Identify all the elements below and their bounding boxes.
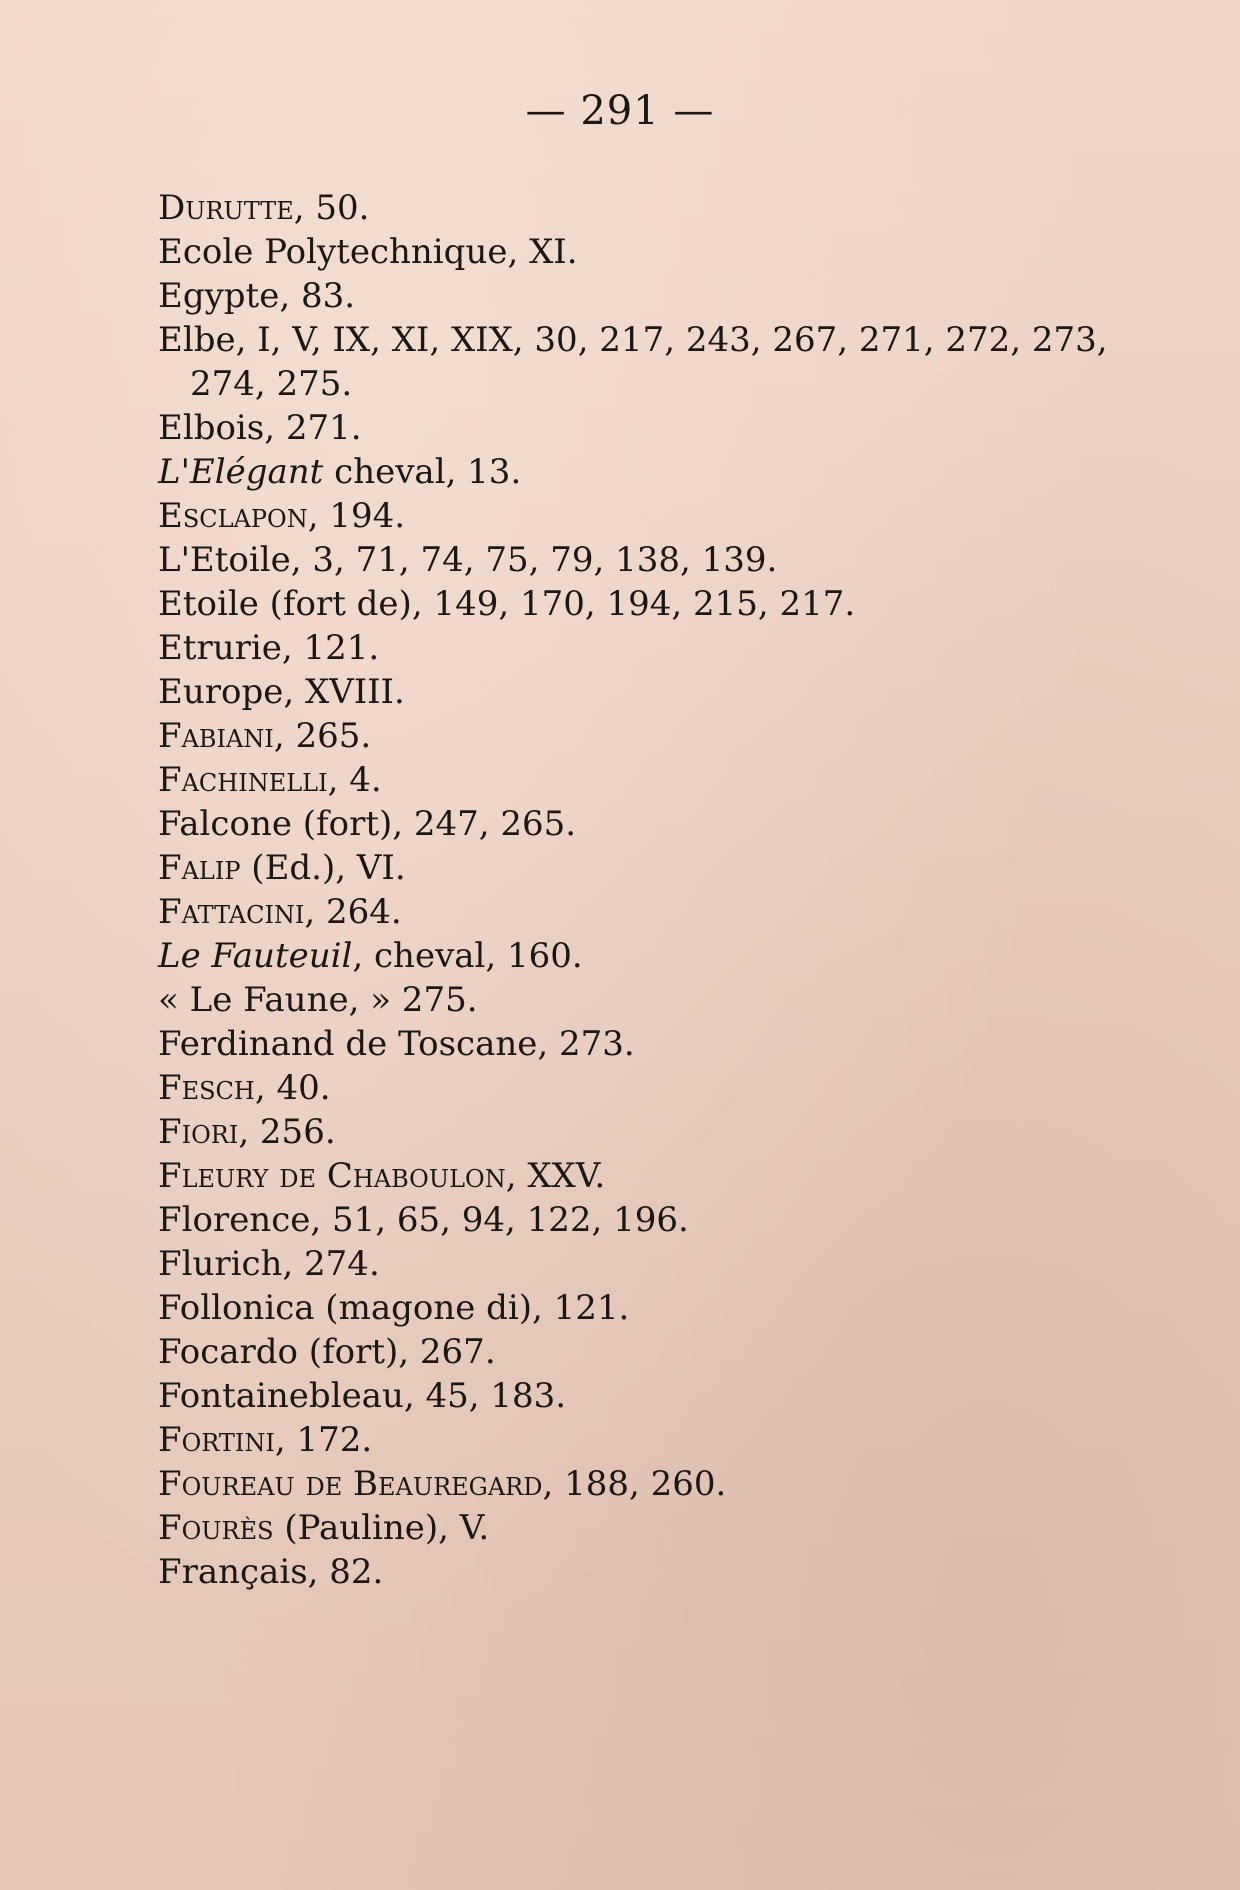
- index-entry: [158, 230, 1158, 274]
- index-entry: [158, 1110, 1158, 1154]
- index-entry: [158, 1506, 1158, 1550]
- index-entry-text: « Le Faune, » 275.: [158, 980, 478, 1020]
- index-entry: [158, 802, 1158, 846]
- index-entry: [158, 1374, 1158, 1418]
- index-entry-text: (Pauline), V.: [273, 1508, 490, 1548]
- index-entry-text: Falcone (fort), 247, 265.: [158, 804, 577, 844]
- index-entry: [158, 1462, 1158, 1506]
- index-entry-text: Elbe, I, V, IX, XI, XIX, 30, 217, 243, 267, 271, 272, 273, 274, 275.: [158, 320, 1108, 404]
- index-entry-text: Elbois, 271.: [158, 408, 362, 448]
- index-entry: [158, 1418, 1158, 1462]
- index-entry-text: Follonica (magone di), 121.: [158, 1288, 630, 1328]
- index-entry-head: Fabiani: [158, 716, 274, 756]
- index-entry: [158, 890, 1158, 934]
- index-entry-text: , 256.: [238, 1112, 336, 1152]
- page-number: — 291 —: [525, 88, 715, 134]
- index-entry: [158, 582, 1158, 626]
- index-entry-text: , 265.: [273, 716, 372, 756]
- index-entry-text: , 188, 260.: [542, 1464, 727, 1504]
- index-entry: [158, 450, 1158, 494]
- index-entry: [158, 186, 1158, 230]
- index-entry-text: Etrurie, 121.: [158, 628, 380, 668]
- index-entry-text: Ecole Polytechnique, XI.: [158, 232, 578, 272]
- index-entry: [158, 714, 1158, 758]
- index-entry: [158, 758, 1158, 802]
- index-entry: [158, 318, 1158, 406]
- index-entry-text: Flurich, 274.: [158, 1244, 380, 1284]
- index-entry-head: Falip: [158, 848, 241, 888]
- index-entry: [158, 406, 1158, 450]
- index-entry: [158, 1330, 1158, 1374]
- index-entry-text: L'Etoile, 3, 71, 74, 75, 79, 138, 139.: [158, 540, 778, 580]
- index-entry-text: , 4.: [327, 760, 382, 800]
- index-entry: [158, 934, 1158, 978]
- index-list: [158, 186, 1158, 1594]
- index-entry: [158, 1066, 1158, 1110]
- index-entry-text: Etoile (fort de), 149, 170, 194, 215, 217.: [158, 584, 856, 624]
- index-entry-head: L'Elégant: [158, 452, 324, 492]
- index-entry-head: Fourès: [158, 1508, 274, 1548]
- index-entry: [158, 1286, 1158, 1330]
- index-entry-text: , XXV.: [505, 1156, 606, 1196]
- index-entry-head: Fesch: [158, 1068, 255, 1108]
- index-entry-head: Le Fauteuil: [158, 936, 353, 976]
- index-entry-text: (Ed.), VI.: [240, 848, 406, 888]
- index-entry-head: Fiori: [158, 1112, 239, 1152]
- index-entry: [158, 978, 1158, 1022]
- index-entry-text: cheval, 13.: [323, 452, 522, 492]
- index-entry-head: Durutte: [158, 188, 294, 228]
- index-entry-text: , 172.: [274, 1420, 373, 1460]
- index-entry-text: Français, 82.: [158, 1552, 384, 1592]
- index-entry-head: Fattacini: [158, 892, 305, 932]
- index-entry-text: Focardo (fort), 267.: [158, 1332, 496, 1372]
- index-entry: [158, 1154, 1158, 1198]
- index-entry-text: , 264.: [304, 892, 402, 932]
- index-entry: [158, 538, 1158, 582]
- index-entry-text: Florence, 51, 65, 94, 122, 196.: [158, 1200, 689, 1240]
- index-entry-head: Fleury de Chaboulon: [158, 1156, 506, 1196]
- index-entry-text: Ferdinand de Toscane, 273.: [158, 1024, 635, 1064]
- index-entry-head: Fachinelli: [158, 760, 328, 800]
- index-entry: [158, 1198, 1158, 1242]
- index-entry: [158, 670, 1158, 714]
- index-entry-text: , cheval, 160.: [352, 936, 583, 976]
- index-entry: [158, 494, 1158, 538]
- index-entry-text: , 194.: [307, 496, 406, 536]
- index-entry-head: Foureau de Beauregard: [158, 1464, 543, 1504]
- index-entry: [158, 846, 1158, 890]
- index-entry-text: , 40.: [254, 1068, 331, 1108]
- index-entry: [158, 1242, 1158, 1286]
- index-entry: [158, 626, 1158, 670]
- index-entry-text: , 50.: [293, 188, 370, 228]
- index-entry-text: Egypte, 83.: [158, 276, 356, 316]
- index-entry-head: Esclapon: [158, 496, 308, 536]
- index-entry-text: Europe, XVIII.: [158, 672, 405, 712]
- index-entry: [158, 1022, 1158, 1066]
- index-entry-text: Fontainebleau, 45, 183.: [158, 1376, 567, 1416]
- index-entry: [158, 1550, 1158, 1594]
- index-entry: [158, 274, 1158, 318]
- index-entry-head: Fortini: [158, 1420, 275, 1460]
